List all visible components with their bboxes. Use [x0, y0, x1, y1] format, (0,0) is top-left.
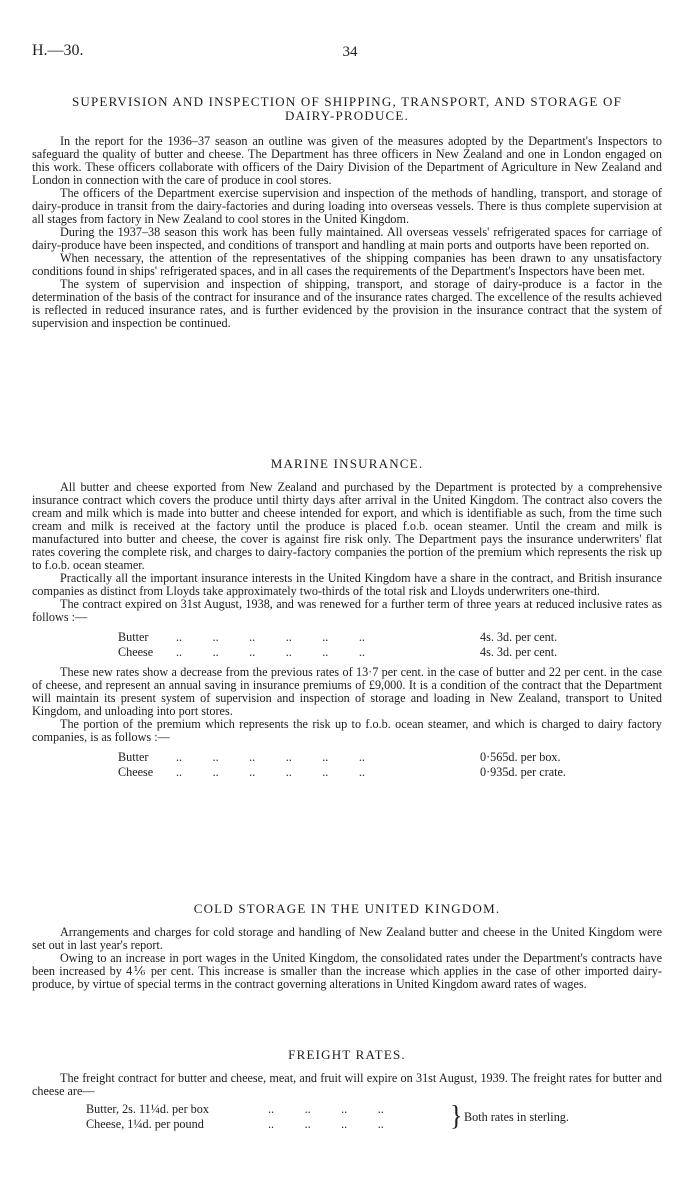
freight-rates-table: [32, 1099, 662, 1134]
rate-value: 4s. 3d. per cent.: [480, 630, 558, 644]
rate-row-butter: [32, 630, 662, 645]
cold-storage-heading: COLD STORAGE IN THE UNITED KINGDOM.: [193, 901, 501, 916]
supervision-paragraph: During the 1937–38 season this work has been fully maintained. All overseas vessels' refrigerated spaces for carriage of dairy-produce have been inspected, and conditions of transport and handling at main ports and outports have been reported on.: [32, 225, 662, 252]
leader-dots: .. .. .. .. .. ..: [176, 630, 365, 644]
freight-note: Both rates in sterling.: [464, 1110, 569, 1124]
supervision-paragraph: When necessary, the attention of the representatives of the shipping companies has been drawn to any unsatisfactory conditions found in ships' refrigerated spaces, and in all cases the requirements of the Department's Inspectors have been met.: [32, 251, 662, 278]
rate-item: Cheese: [118, 645, 154, 659]
marine-paragraph: The portion of the premium which represents the risk up to f.o.b. ocean steamer, and which is charged to dairy factory companies, is as follows :—: [32, 717, 662, 744]
leader-dots: .. .. .. ..: [268, 1117, 384, 1131]
supervision-paragraph: The system of supervision and inspection of shipping, transport, and storage of dairy-produce is a factor in the determination of the basis of the contract for insurance and of the insurance rates charged. The excellence of the results achieved is reflected in reduced insurance rates, and is further evidenced by the provision in the insurance contract that the system of supervision and inspection be continued.: [32, 277, 662, 330]
cold-storage-paragraph: Arrangements and charges for cold storage and handling of New Zealand butter and cheese in the United Kingdom were set out in last year's report.: [32, 925, 662, 952]
supervision-section: [32, 95, 662, 330]
premium-row-butter: [32, 750, 662, 765]
leader-dots: .. .. .. ..: [268, 1102, 384, 1116]
freight-rates-section: [32, 1048, 662, 1134]
premium-value: 0·935d. per crate.: [480, 765, 566, 779]
freight-paragraph: The freight contract for butter and cheese, meat, and fruit will expire on 31st August, 1939. The freight rates for butter and cheese are—: [32, 1071, 662, 1098]
marine-paragraph: These new rates show a decrease from the previous rates of 13·7 per cent. in the case of butter and 22 per cent. in the case of cheese, and represent an annual saving in insurance premiums of £9,000. It is a condition of the contract that the Department will maintain its present system of supervision and inspection of storage and loading in New Zealand, transport to United Kingdom, and unloading into port stores.: [32, 665, 662, 718]
freight-item: Butter, 2s. 11¼d. per box: [86, 1102, 209, 1116]
supervision-heading: SUPERVISION AND INSPECTION OF SHIPPING, TRANSPORT, AND STORAGE OF DAIRY-PRODUCE.: [71, 94, 623, 123]
cold-storage-section: [32, 902, 662, 991]
right-brace: }: [450, 1099, 463, 1132]
document-reference: H.—30.: [32, 42, 84, 59]
marine-paragraph: Practically all the important insurance interests in the United Kingdom have a share in the contract, and British insurance companies as distinct from Lloyds take approximately two-thirds of the total risk and Lloyds underwriters one-third.: [32, 571, 662, 598]
marine-paragraph: All butter and cheese exported from New Zealand and purchased by the Department is protected by a comprehensive insurance contract which covers the produce until thirty days after arrival in the United Kingdom. The contract also covers the cream and milk which is made into butter and cheese intended for export, and which is identifiable as such, from the time such cream and milk is received at the factory until the produce is placed f.o.b. ocean steamer. Until the cream and milk is manufactured into butter and cheese, the cover is against fire risk only. The Department pays the insurance underwriters' flat rates covering the complete risk, and charges to dairy-factory companies the portion of the premium which represents the risk up to f.o.b. ocean steamer.: [32, 480, 662, 572]
leader-dots: .. .. .. .. .. ..: [176, 750, 365, 764]
rate-row-cheese: [32, 645, 662, 660]
premium-item: Butter: [118, 750, 149, 764]
cold-storage-paragraph: Owing to an increase in port wages in the United Kingdom, the consolidated rates under the Department's contracts have been increased by 4⅙ per cent. This increase is smaller than the increase which applies in the case of other imported dairy-produce, by virtue of special terms in the contract governing alterations in United Kingdom award rates of wages.: [32, 951, 662, 991]
freight-item: Cheese, 1¼d. per pound: [86, 1117, 204, 1131]
freight-rates-heading: FREIGHT RATES.: [288, 1047, 406, 1062]
supervision-paragraph: In the report for the 1936–37 season an outline was given of the measures adopted by the Department's Inspectors to safeguard the quality of butter and cheese. The Department has three officers in New Zealand and one in London engaged on this work. These officers collaborate with officers of the Dairy Division of the Department of Agriculture in New Zealand and London in connection with the care of produce in cool stores.: [32, 134, 662, 187]
rate-item: Butter: [118, 630, 149, 644]
premium-value: 0·565d. per box.: [480, 750, 561, 764]
marine-insurance-heading: MARINE INSURANCE.: [270, 456, 424, 471]
rate-value: 4s. 3d. per cent.: [480, 645, 558, 659]
leader-dots: .. .. .. .. .. ..: [176, 765, 365, 779]
premium-row-cheese: [32, 765, 662, 780]
page-number: 34: [342, 44, 358, 60]
supervision-paragraph: The officers of the Department exercise supervision and inspection of the methods of handling, transport, and storage of dairy-produce in transit from the dairy-factories and during loading into overseas vessels. There is thus complete supervision at all stages from factory in New Zealand to cool stores in the United Kingdom.: [32, 186, 662, 226]
leader-dots: .. .. .. .. .. ..: [176, 645, 365, 659]
marine-insurance-section: [32, 457, 662, 780]
marine-paragraph: The contract expired on 31st August, 1938, and was renewed for a further term of three years at reduced inclusive rates as follows :—: [32, 597, 662, 624]
premium-item: Cheese: [118, 765, 154, 779]
